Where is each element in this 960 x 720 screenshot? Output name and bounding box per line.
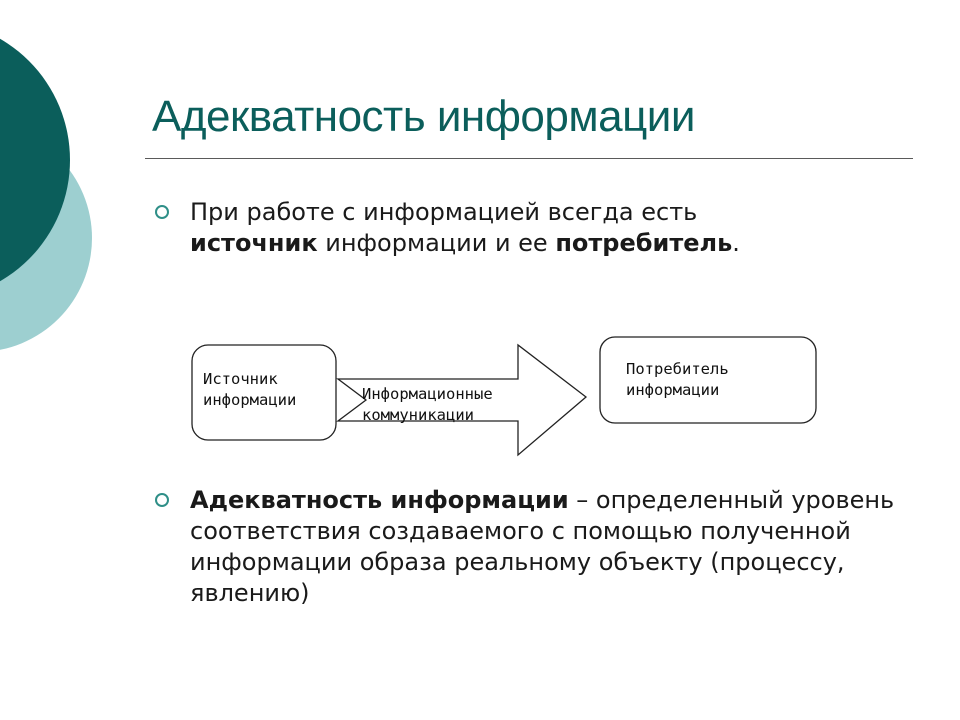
bullet-1-period: . — [732, 229, 740, 257]
decorative-circles — [0, 0, 120, 400]
communication-diagram — [188, 335, 828, 465]
bullet-1-text: информации и ее — [317, 229, 556, 257]
consumer-label-line-2: информации — [626, 381, 720, 399]
bullet-icon — [155, 205, 169, 219]
bullet-icon — [155, 493, 169, 507]
source-label-line-2: информации — [203, 391, 297, 409]
slide-title: Адекватность информации — [152, 92, 695, 141]
consumer-label-line-1: Потребитель — [626, 360, 729, 378]
bullet-paragraph-definition — [190, 485, 920, 609]
source-label-line-1: Источник — [203, 370, 278, 388]
bold-term-adequacy: Адекватность информации — [190, 486, 569, 514]
bullet-paragraph-source-consumer — [190, 197, 890, 259]
bullet-1-line-1: При работе с информацией всегда есть — [190, 198, 698, 226]
bold-term-source: источник — [190, 229, 318, 257]
consumer-box — [600, 337, 816, 423]
arrow-label-line-1: Информационные — [362, 385, 493, 403]
definition-text: – определенный уровень соответствия создаваемого с помощью полученной информации образа реальному объекту (процессу, явлению) — [190, 486, 895, 607]
title-divider — [145, 158, 913, 159]
bold-term-consumer: потребитель — [555, 229, 733, 257]
arrow-label-line-2: коммуникации — [362, 406, 474, 424]
